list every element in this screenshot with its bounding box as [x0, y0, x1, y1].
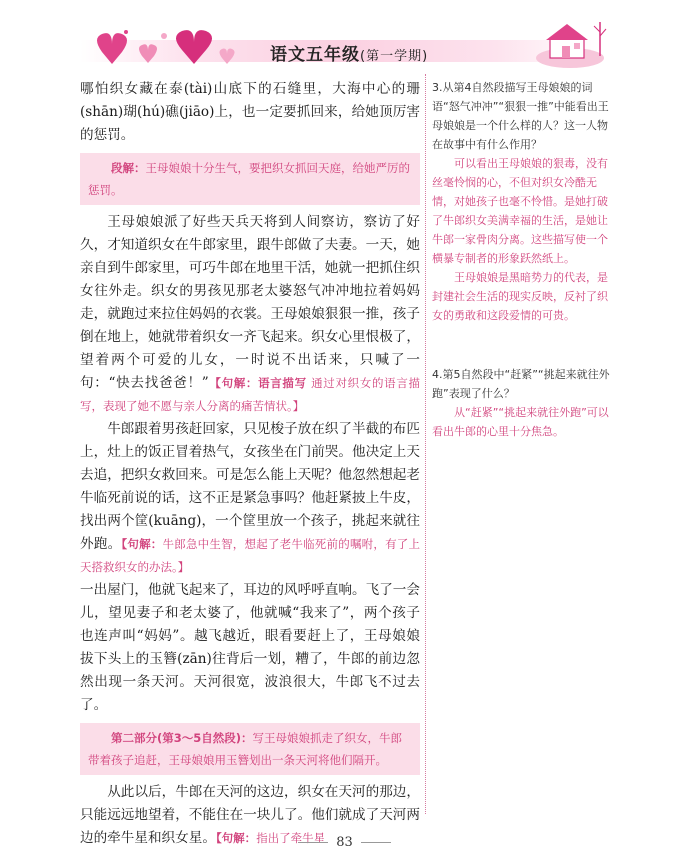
paragraph-analysis-box — [80, 153, 420, 205]
paragraph-3-text: 牛郎跟着男孩赶回家，只见梭子放在织了半截的布匹上，灶上的饭正冒着热气，女孩坐在门前哭。他决定上天去追，把织女救回来。可是怎么能上天呢？他忽然想起老牛临死前说的话，这不正是紧急事吗？他赶紧披上牛皮，找出两个筐(kuāng)，一个筐里放一个孩子，挑起来就往外跑。 — [80, 421, 420, 552]
sentence-analysis-3 — [80, 537, 420, 574]
book-title-term: (第一学期) — [360, 49, 429, 64]
paragraph-3 — [80, 418, 420, 579]
part-analysis-label: 第二部分(第3～5自然段)： — [111, 731, 253, 745]
question-column — [432, 78, 612, 818]
analysis-label: 段解： — [111, 161, 146, 175]
spacer — [432, 325, 612, 365]
analysis-text: 王母娘娘十分生气，要把织女抓回天庭，给她严厉的惩罚。 — [88, 161, 410, 197]
answer-3-part-2: 王母娘娘是黑暗势力的代表，是封建社会生活的现实反映，反衬了织女的勇敢和这段爱情的可贵。 — [432, 271, 608, 322]
paragraph-4: 一出屋门，他就飞起来了，耳边的风呼呼直响。飞了一会儿，望见妻子和老太婆了，他就喊“我来了”，两个孩子也连声叫“妈妈”。越飞越近，眼看要赶上了，王母娘娘拔下头上的玉簪(zān)往背后一划，糟了，牛郎的前边忽然出现一条天河。天河很宽，波浪很大，牛郎飞不过去了。 — [80, 582, 420, 713]
sentence-analysis-3-text: 牛郎急中生智，想起了老牛临死前的嘱咐，有了上天搭救织女的办法。】 — [80, 537, 421, 574]
book-title-main: 语文五年级 — [270, 45, 360, 65]
page-header — [0, 0, 689, 78]
part-analysis-box — [80, 723, 420, 775]
question-3: 3.从第4自然段描写王母娘娘的词语“怒气冲冲”“狠狠一推”中能看出王母娘娘是一个什么样的人？这一人物在故事中有什么作用？ — [432, 81, 609, 151]
page-number-value: 83 — [336, 835, 353, 850]
sentence-analysis-5-label: 【句解： — [215, 831, 257, 845]
question-4: 4.第5自然段中“赶紧”“挑起来就往外跑”表现了什么？ — [432, 368, 610, 400]
page-number — [0, 835, 689, 850]
hearts-and-butterflies-decoration — [82, 22, 252, 70]
sentence-analysis-2-text: 通过对织女的语言描写，表现了她不愿与亲人分离的痛苦情状。】 — [80, 376, 421, 413]
page-number-dash-right — [361, 842, 391, 843]
sentence-analysis-3-label: 【句解： — [121, 537, 163, 551]
answer-3-part-1: 可以看出王母娘娘的狠毒，没有丝毫怜悯的心，不但对织女冷酷无情，对她孩子也毫不怜惜。是她打破了牛郎织女美满幸福的生活，是她让牛郎一家骨肉分离。这些描写使一个横暴专制者的形象跃然纸上。 — [432, 157, 608, 265]
part-analysis-text: 写王母娘娘抓走了织女，牛郎带着孩子追赶，王母娘娘用玉簪划出一条天河将他们隔开。 — [88, 731, 403, 767]
paragraph-1: 哪怕织女藏在泰(tài)山底下的石缝里，大海中心的珊(shān)瑚(hú)礁(jiāo)上，也一定要抓回来，给她顶厉害的惩罚。 — [80, 81, 420, 143]
column-divider — [425, 74, 426, 814]
sentence-analysis-2-label: 【句解：语言描写 — [208, 376, 307, 390]
paragraph-2 — [80, 211, 420, 418]
paragraph-2-text: 王母娘娘派了好些天兵天将到人间察访，察访了好久，才知道织女在牛郎家里，跟牛郎做了夫妻。一天，她亲自到牛郎家里，可巧牛郎在地里干活，她就一把抓住织女往外走。织女的男孩见那老太婆怒气冲冲地拉着妈妈走，就跑过来拉住妈妈的衣裳。王母娘娘狠狠一推，孩子倒在地上，她就带着织女一齐飞起来。织女心里恨极了，望着两个可爱的儿女，一时说不出话来，只喊了一句：“快去找爸爸！” — [80, 214, 420, 391]
page-number-dash-left — [298, 842, 328, 843]
answer-4: 从“赶紧”“挑起来就往外跑”可以看出牛郎的心里十分焦急。 — [432, 406, 609, 438]
sentence-analysis-5-text: 指出了牵牛星 — [256, 831, 326, 845]
house-and-tree-decoration — [520, 14, 620, 70]
paragraph-5-text: 从此以后，牛郎在天河的这边，织女在天河的那边，只能远远地望着，不能住在一块儿了。他们就成了天河两边的牵牛星和织女星。 — [80, 784, 420, 846]
book-title — [270, 40, 428, 65]
